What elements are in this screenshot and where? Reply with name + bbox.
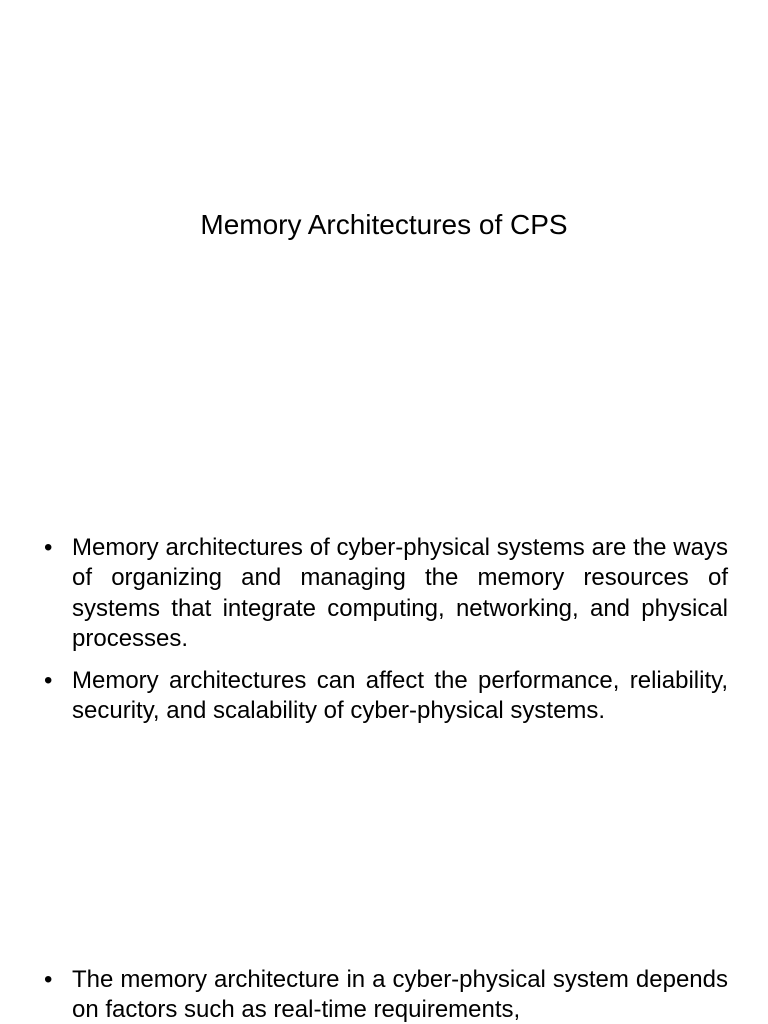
bullet-item — [0, 666, 768, 727]
bullet-list-top — [0, 533, 768, 739]
bullet-text: Memory architectures can affect the performance, reliability, security, and scalability of cyber-physical systems. — [72, 667, 728, 725]
bullet-dot-icon: • — [44, 966, 53, 993]
bullet-text: Memory architectures of cyber-physical systems are the ways of organizing and managing the memory resources of systems that integrate computing, networking, and physical processes. — [72, 534, 728, 652]
bullet-dot-icon: • — [44, 534, 53, 561]
slide-title: Memory Architectures of CPS — [200, 209, 568, 240]
bullet-dot-icon: • — [44, 667, 53, 695]
bullet-item — [0, 533, 768, 654]
bullet-item — [0, 965, 768, 1024]
bullet-list-bottom — [0, 965, 768, 1024]
bullet-text: The memory architecture in a cyber-physical system depends on factors such as real-time requirements, — [72, 966, 728, 1024]
